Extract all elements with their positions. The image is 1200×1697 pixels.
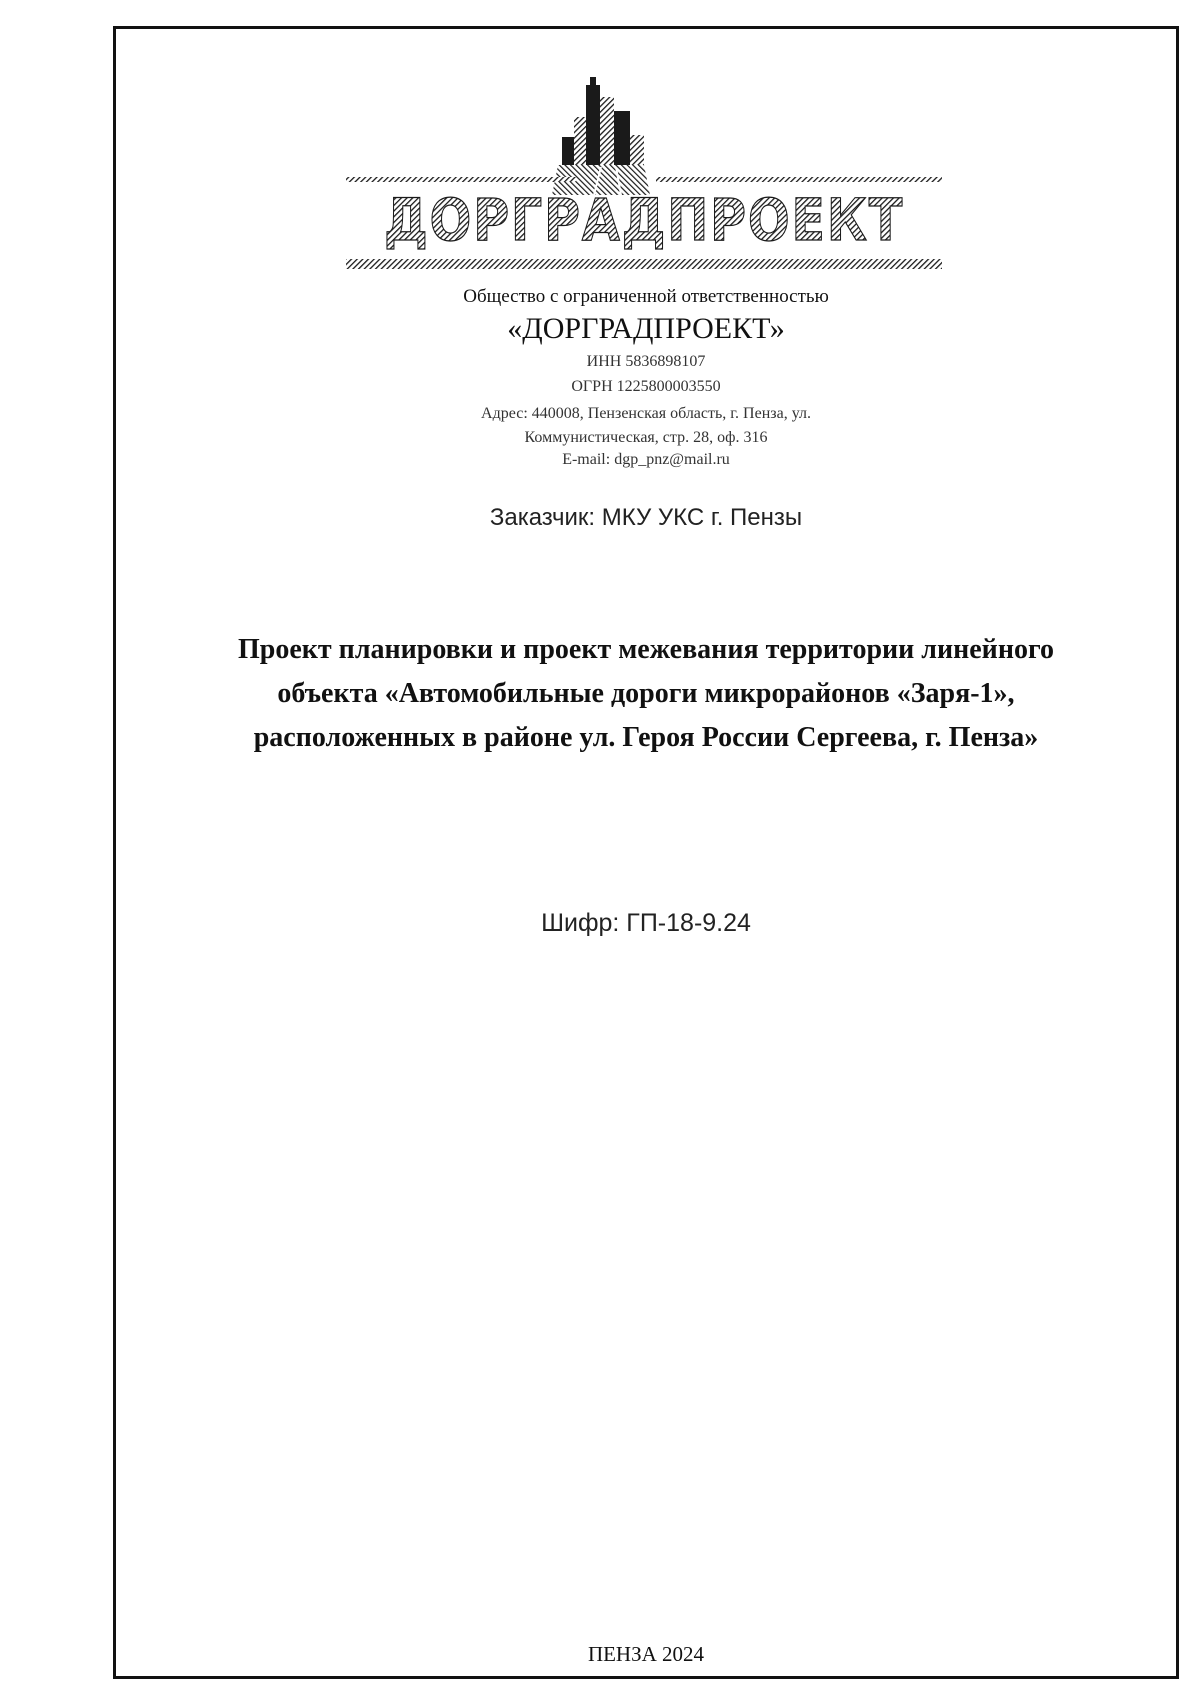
customer-line: Заказчик: МКУ УКС г. Пензы	[489, 504, 803, 531]
organization-address-line1: Адрес: 440008, Пензенская область, г. Пенза, ул.	[481, 405, 811, 422]
project-code: Шифр: ГП-18-9.24	[541, 909, 751, 937]
project-title-line3: расположенных в районе ул. Героя России Сергеева, г. Пенза»	[253, 722, 1039, 753]
organization-ogrn: ОГРН 1225800003550	[571, 378, 721, 395]
project-title-line2: объекта «Автомобильные дороги микрорайонов «Заря-1»,	[277, 678, 1015, 709]
organization-address-line2: Коммунистическая, стр. 28, оф. 316	[524, 429, 768, 446]
logo-wordmark: ДОРГРАДПРОЕКТ	[384, 186, 904, 254]
organization-inn: ИНН 5836898107	[586, 353, 706, 370]
project-title	[113, 628, 1179, 760]
organization-legal-form: Общество с ограниченной ответственностью	[463, 286, 829, 307]
company-logo	[346, 77, 942, 275]
footer-city-year: ПЕНЗА 2024	[587, 1642, 705, 1666]
organization-name: «ДОРГРАДПРОЕКТ»	[507, 312, 785, 345]
project-title-line1: Проект планировки и проект межевания территории линейного	[238, 634, 1054, 665]
organization-email: E-mail: dgp_pnz@mail.ru	[562, 451, 730, 468]
